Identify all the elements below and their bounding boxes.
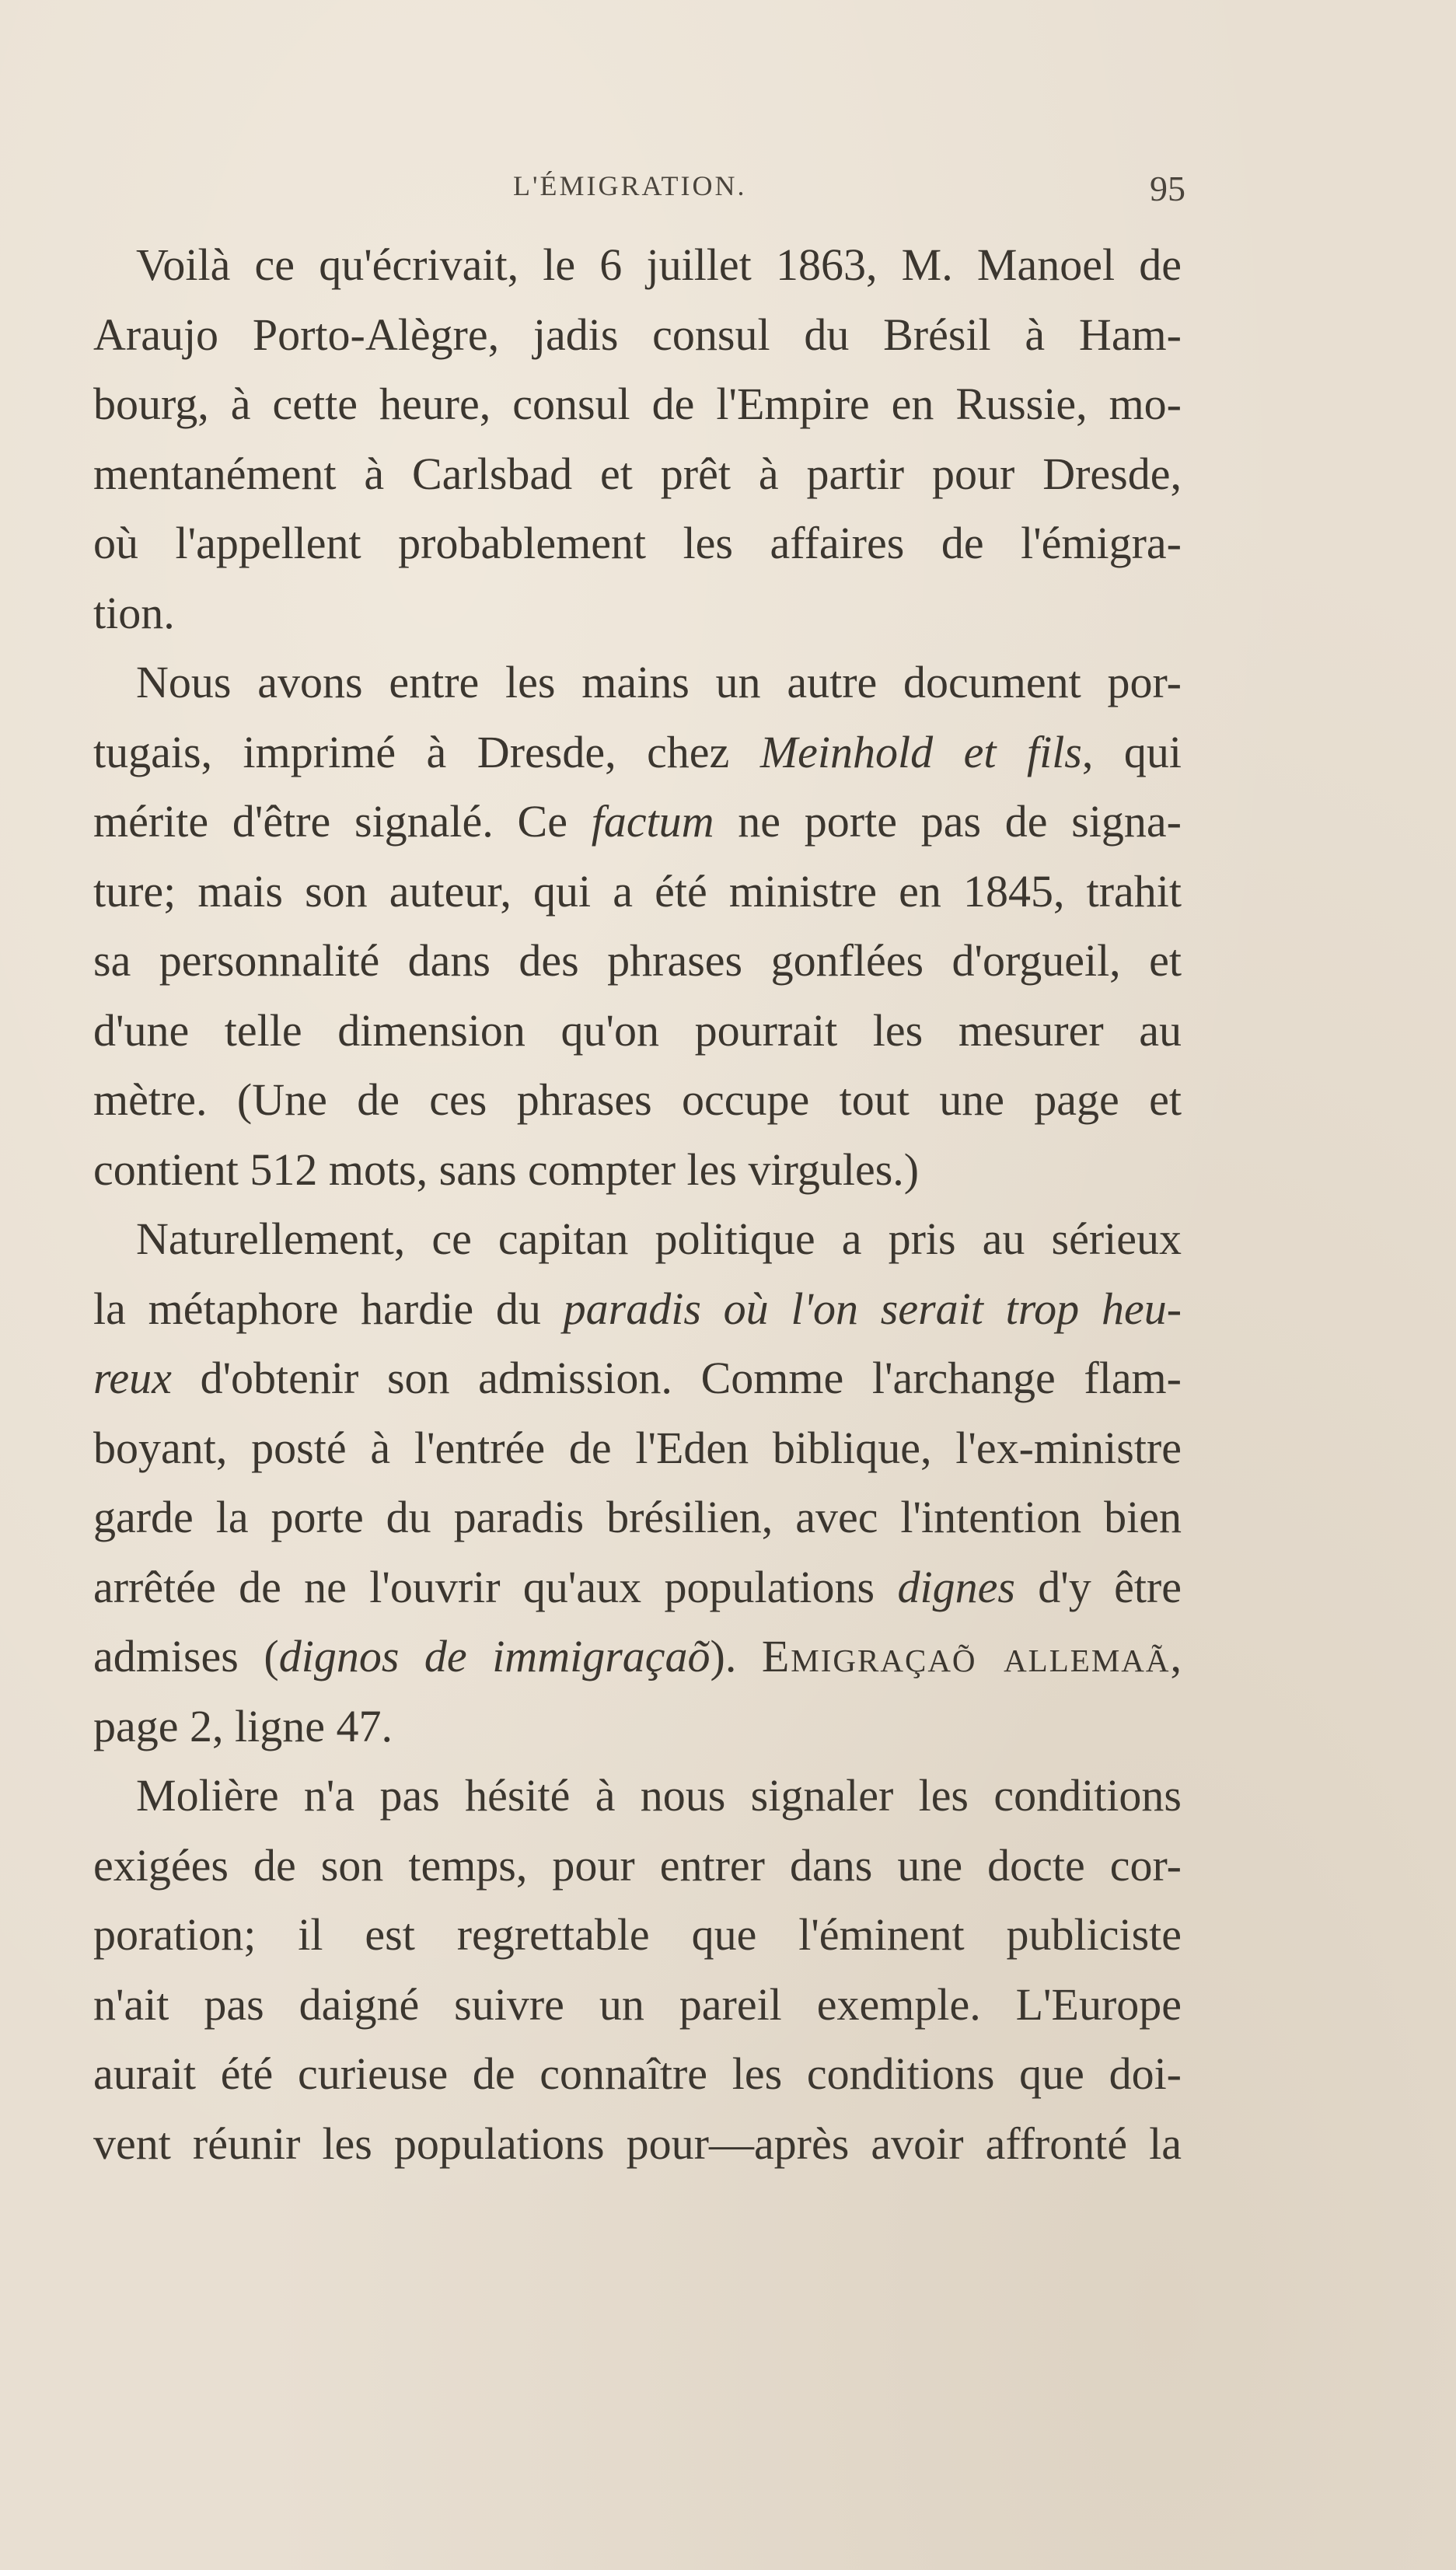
text-line	[93, 787, 1182, 857]
text-span: ).	[710, 1631, 762, 1681]
text-line	[93, 718, 1182, 787]
text-span: ,	[1170, 1631, 1182, 1681]
body-text	[93, 230, 1182, 2178]
text-span: admises (	[93, 1631, 279, 1681]
text-span: tugais, imprimé à Dresde, chez	[93, 726, 760, 777]
text-span: , qui	[1081, 726, 1182, 777]
text-line	[93, 1622, 1182, 1692]
italic-text: reux	[93, 1353, 172, 1403]
small-caps-text: Emigraçaõ allemaã	[761, 1631, 1171, 1681]
text-line: bourg, à cette heure, consul de l'Empire en Russie, mo-	[93, 379, 1182, 429]
italic-text: dignos de immigraçaõ	[278, 1631, 711, 1681]
text-line: Nous avons entre les mains un autre document por-	[136, 657, 1182, 707]
text-line: où l'appellent probablement les affaires de l'émigra-	[93, 518, 1182, 568]
text-line	[93, 1274, 1182, 1344]
italic-text: paradis où l'on serait trop heu-	[563, 1283, 1182, 1334]
italic-text: dignes	[897, 1561, 1015, 1612]
text-line: mètre. (Une de ces phrases occupe tout une page et	[93, 1074, 1182, 1125]
text-line: Molière n'a pas hésité à nous signaler les conditions	[136, 1770, 1182, 1821]
text-line: aurait été curieuse de connaître les conditions que doi-	[93, 2048, 1182, 2099]
running-title: L'ÉMIGRATION.	[513, 170, 747, 201]
text-line: n'ait pas daigné suivre un pareil exemple. L'Europe	[93, 1978, 1182, 2030]
text-span: la métaphore hardie du	[93, 1283, 564, 1334]
text-line: ture; mais son auteur, qui a été ministre en 1845, trahit	[93, 865, 1182, 917]
text-line: page 2, ligne 47.	[93, 1700, 393, 1751]
text-line: Araujo Porto-Alègre, jadis consul du Brésil à Ham-	[93, 309, 1182, 360]
italic-text: Meinhold et fils	[759, 726, 1082, 777]
text-span: ne porte pas de signa-	[714, 796, 1182, 847]
page-header	[93, 169, 1185, 216]
text-span: mérite d'être signalé. Ce	[93, 796, 592, 847]
text-line: Naturellement, ce capitan politique a pris au sérieux	[136, 1213, 1182, 1264]
text-line: d'une telle dimension qu'on pourrait les mesurer au	[93, 1004, 1182, 1056]
text-line: Voilà ce qu'écrivait, le 6 juillet 1863, M. Manoel de	[136, 239, 1182, 290]
text-line	[93, 1552, 1182, 1622]
text-line: exigées de son temps, pour entrer dans une docte cor-	[93, 1839, 1182, 1891]
text-line: sa personnalité dans des phrases gonflées d'orgueil, et	[93, 935, 1182, 986]
italic-text: factum	[591, 796, 714, 847]
text-line: vent réunir les populations pour—après avoir affronté la	[93, 2118, 1182, 2169]
text-span: d'y être	[1014, 1561, 1182, 1612]
text-line: mentanément à Carlsbad et prêt à partir pour Dresde,	[93, 448, 1182, 499]
text-line: garde la porte du paradis brésilien, avec l'intention bien	[93, 1492, 1182, 1542]
text-line: boyant, posté à l'entrée de l'Eden biblique, l'ex-ministre	[93, 1422, 1182, 1473]
text-line: tion.	[93, 587, 175, 638]
text-line	[93, 1343, 1182, 1413]
text-span: d'obtenir son admission. Comme l'archange flam-	[171, 1353, 1182, 1403]
text-line: poration; il est regrettable que l'éminent publiciste	[93, 1909, 1182, 1960]
text-line: contient 512 mots, sans compter les virgules.)	[93, 1144, 920, 1195]
page-number: 95	[1150, 169, 1185, 208]
text-span: arrêtée de ne l'ouvrir qu'aux populations	[93, 1561, 898, 1612]
